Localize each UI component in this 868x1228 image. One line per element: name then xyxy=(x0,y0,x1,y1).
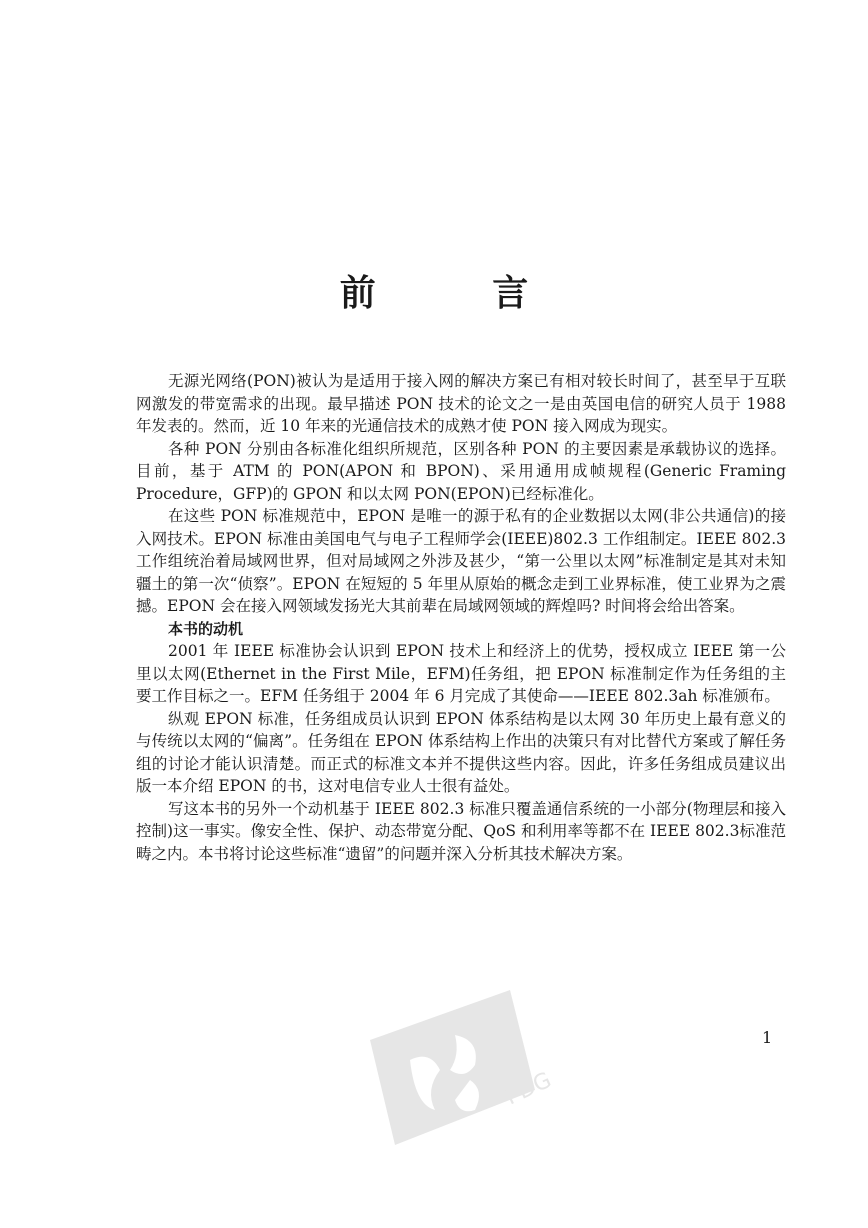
paragraph: 在这些 PON 标准规范中，EPON 是唯一的源于私有的企业数据以太网(非公共通信)的接入网技术。EPON 标准由美国电气与电子工程师学会(IEEE)802.3 工作组制定。IEEE 802.3 工作组统治着局域网世界，但对局域网之外涉及甚少，“第一公里以太网”标准制定是其对未知疆土的第一次“侦察”。EPON 在短短的 5 年里从原始的概念走到工业界标准，使工业界为之震撼。EPON 会在接入网领域发扬光大其前辈在局域网领域的辉煌吗? 时间将会给出答案。 xyxy=(136,507,786,615)
paragraph: 写这本书的另外一个动机基于 IEEE 802.3 标准只覆盖通信系统的一小部分(物理层和接入控制)这一事实。像安全性、保护、动态带宽分配、QoS 和利用率等都不在 IEEE 802.3标准范畴之内。本书将讨论这些标准“遗留”的问题并深入分析其技术解决方案。 xyxy=(136,799,786,863)
watermark-text: PDG xyxy=(501,1067,556,1111)
paragraph: 各种 PON 分别由各标准化组织所规范，区别各种 PON 的主要因素是承载协议的选择。目前，基于 ATM 的 PON(APON 和 BPON)、采用通用成帧规程(Generic Framing Procedure，GFP)的 GPON 和以太网 PON(EPON)已经标准化。 xyxy=(136,439,786,503)
paragraph: 2001 年 IEEE 标准协会认识到 EPON 技术上和经济上的优势，授权成立 IEEE 第一公里以太网(Ethernet in the First Mile，EFM)任务组，把 EPON 标准制定作为任务组的主要工作目标之一。EFM 任务组于 2004 年 6 月完成了其使命——IEEE 802.3ah 标准颁布。 xyxy=(136,642,786,705)
seal-watermark-icon xyxy=(360,980,600,1180)
paragraph: 无源光网络(PON)被认为是适用于接入网的解决方案已有相对较长时间了，甚至早于互联网激发的带宽需求的出现。最早描述 PON 技术的论文之一是由英国电信的研究人员于 1988 年发表的。然而，近 10 年来的光通信技术的成熟才使 PON 接入网成为现实。 xyxy=(136,372,786,435)
page-number: 1 xyxy=(762,1028,773,1047)
paragraph: 纵观 EPON 标准，任务组成员认识到 EPON 体系结构是以太网 30 年历史上最有意义的与传统以太网的“偏离”。任务组在 EPON 体系结构上作出的决策只有对比替代方案或了解任务组的讨论才能认识清楚。而正式的标准文本并不提供这些内容。因此，许多任务组成员建议出版一本介绍 EPON 的书，这对电信专业人士很有益处。 xyxy=(136,709,786,795)
body-text xyxy=(136,370,786,865)
section-heading: 本书的动机 xyxy=(168,619,244,638)
page-title: 前 言 xyxy=(339,273,581,314)
